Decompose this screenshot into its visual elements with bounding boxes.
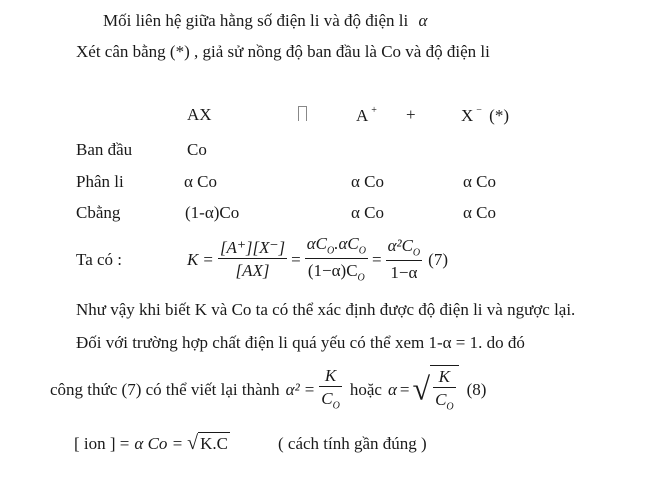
square-root-kc: √ K.C bbox=[187, 432, 228, 454]
eq-plus: + bbox=[406, 105, 416, 124]
row-label-equilibrium: Cbằng bbox=[76, 203, 121, 222]
paragraph-1: Như vậy khi biết K và Co ta có thể xác định được độ điện li và ngược lại. bbox=[76, 300, 576, 319]
fraction-k-over-c: $\frac{K}{C_O}$ bbox=[321, 365, 340, 412]
row-dissociation-x: α Co bbox=[463, 172, 496, 191]
paragraph-2: Đối với trường hợp chất điện li quá yếu có thể xem 1-α = 1. do đó bbox=[76, 333, 525, 352]
intro-text: Xét cân bằng (*) , giả sử nồng độ ban đầu là Co và độ điện li bbox=[76, 42, 490, 61]
fraction-alpha-c: $\frac{\alpha C_O.\alpha C_O}{(1-\alpha)C_O}$ bbox=[306, 233, 366, 284]
ion-line: [ ion ] = α Co = √ K.C ( cách tính gần đúng ) bbox=[74, 432, 427, 454]
fraction-concentration: $\frac{[A^+][X^-]}{[AX]}$ bbox=[219, 238, 286, 280]
square-root: √ $\frac{K}{C_O}$ bbox=[413, 365, 459, 412]
row-label-dissociation: Phân li bbox=[76, 172, 124, 191]
fraction-alpha-squared: $\frac{\alpha^2C_O}{1-\alpha}$ bbox=[387, 235, 421, 283]
heading bbox=[103, 12, 427, 29]
formula8: công thức (7) có thể viết lại thành α² = $\frac{K}{C_O}$ hoặc α = √ $\frac{K}{C_O}$ (8) bbox=[50, 365, 487, 413]
eq-product-x: X − (*) bbox=[461, 105, 509, 125]
row-label-initial: Ban đầu bbox=[76, 140, 133, 159]
row-initial-ax: Co bbox=[187, 140, 207, 159]
row-dissociation-a: α Co bbox=[351, 172, 384, 191]
formula7-lead: Ta có : bbox=[76, 250, 123, 269]
row-equilibrium-x: α Co bbox=[463, 203, 496, 222]
alpha-symbol: α bbox=[418, 11, 428, 30]
formula7: K = $\frac{[A^+][X^-]}{[AX]}$ = $\frac{\alpha C_O.\alpha C_O}{(1-\alpha)C_O}$ = $\frac{\alpha^2C_O}{1-\alpha}$ (7) bbox=[187, 233, 448, 284]
equilibrium-arrow-icon bbox=[298, 106, 307, 121]
eq-product-a: A + bbox=[356, 105, 377, 125]
heading-text: Mối liên hệ giữa hằng số điện li và độ điện li bbox=[103, 11, 409, 30]
row-equilibrium-a: α Co bbox=[351, 203, 384, 222]
row-equilibrium-ax: (1-α)Co bbox=[185, 203, 240, 222]
row-dissociation-ax: α Co bbox=[184, 172, 217, 191]
eq-reactant: AX bbox=[187, 105, 212, 124]
